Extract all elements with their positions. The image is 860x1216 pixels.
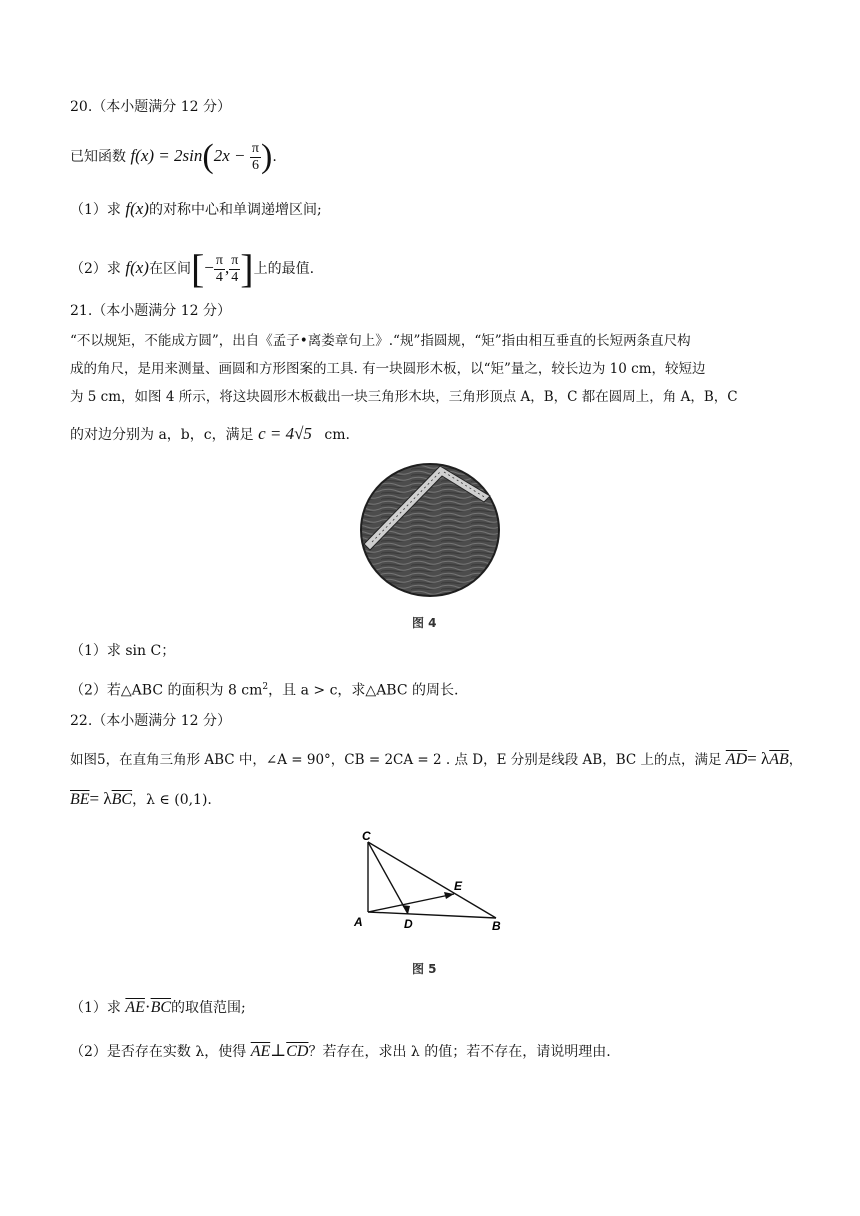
q20-stem <box>70 136 277 176</box>
q20-header: 20.（本小题满分 12 分） <box>70 99 231 115</box>
q20-p2-label: （2）求 <box>70 261 121 277</box>
label-E: E <box>454 879 463 893</box>
figure-5-triangle <box>350 828 510 938</box>
q20-fraction: $\frac{\pi}{6}$ <box>251 140 259 173</box>
q20-p2-fx: f(x) <box>125 258 149 277</box>
figure-4-caption: 图 4 <box>412 616 437 630</box>
q22-line1-text: 如图5，在直角三角形 ABC 中，∠A = 90°，CB = 2CA = 2 . 点 D，E 分别是线段 AB，BC 上的点，满足 <box>70 752 722 768</box>
vector-AE: $\overline{AE}$ <box>125 999 145 1016</box>
q20-part1 <box>70 198 322 221</box>
right-bracket: ] <box>240 246 254 291</box>
q20-function: f(x) = 2sin <box>130 146 203 165</box>
dot-product: · <box>144 997 151 1016</box>
label-A: A <box>354 915 363 929</box>
q20-p1-text: 的对称中心和单调递增区间; <box>148 202 322 218</box>
q22-line-2 <box>70 788 212 811</box>
figure-5-caption: 图 5 <box>412 962 437 976</box>
left-paren: ( <box>202 138 214 175</box>
label-C: C <box>362 829 371 843</box>
label-B: B <box>492 919 501 933</box>
vector-AD: $\overline{AD}$ <box>725 751 748 768</box>
q21-p2-text-end: ，且 a > c，求△ABC 的周长. <box>268 682 459 699</box>
comma: , <box>224 258 230 277</box>
q20-p1-label: （1）求 <box>70 202 121 218</box>
q21-line4-text: 的对边分别为 a，b，c，满足 <box>70 427 254 443</box>
q21-line-1: “不以规矩，不能成方圆”，出自《孟子•离娄章句上》.“规”指圆规，“矩”指由相互垂直的长短两条直尺构 <box>70 333 691 349</box>
eq-lambda-2: = λ <box>89 789 112 808</box>
q22-line2-text: ，λ ∈ (0,1). <box>132 792 212 808</box>
q20-p2-text: 上的最值. <box>253 261 315 277</box>
left-bracket: [ <box>190 246 205 291</box>
eq-lambda: = λ <box>747 749 770 768</box>
q22-p1-label: （1）求 <box>70 1000 121 1016</box>
q21-line-3: 为 5 cm，如图 4 所示，将这块圆形木板截出一块三角形木块，三角形顶点 A，B，C 都在圆周上，角 A，B，C <box>70 389 738 405</box>
q20-part2 <box>70 246 314 290</box>
q21-c-value: c = 4√5 <box>258 424 312 443</box>
q22-p1-text: 的取值范围; <box>171 1000 246 1016</box>
perp-symbol: ⊥ <box>270 1041 287 1060</box>
q22-p2-text: ？若存在，求出 λ 的值；若不存在，请说明理由. <box>308 1044 611 1060</box>
minus-sign: − <box>204 258 214 277</box>
vector-BC-2: $\overline{BC}$ <box>150 999 172 1016</box>
q21-unit: cm. <box>324 427 350 443</box>
segment-CD <box>368 842 408 914</box>
q20-p1-fx: f(x) <box>125 199 149 218</box>
q21-part2 <box>70 676 458 702</box>
q22-p2-label: （2）是否存在实数 λ，使得 <box>70 1044 247 1060</box>
side-AB <box>368 912 496 918</box>
q22-part1 <box>70 996 246 1019</box>
q20-inner: 2x − <box>213 146 246 165</box>
right-paren: ) <box>261 138 273 175</box>
vector-CD: $\overline{CD}$ <box>286 1043 309 1060</box>
arrow-E-icon <box>444 892 454 899</box>
q22-header: 22.（本小题满分 12 分） <box>70 713 231 729</box>
vector-AB: $\overline{AB}$ <box>769 751 789 768</box>
q20-frac-a: $\frac{\pi}{4}$ <box>215 252 223 285</box>
arrow-D-icon <box>402 905 410 914</box>
q21-line-4 <box>70 420 350 448</box>
q21-line-2: 成的角尺，是用来测量、画圆和方形图案的工具. 有一块圆形木板，以“矩”量之，较长边为 10 cm，较短边 <box>70 361 706 377</box>
q21-header: 21.（本小题满分 12 分） <box>70 303 231 319</box>
q20-p2-mid: 在区间 <box>148 261 191 277</box>
q21-part1: （1）求 sin C； <box>70 643 176 659</box>
q22-line-1 <box>70 748 802 771</box>
q21-p2-superscript: 2 <box>262 682 269 692</box>
vector-AE-2: $\overline{AE}$ <box>250 1043 271 1060</box>
q21-p2-text: （2）若△ABC 的面积为 8 cm <box>70 682 263 699</box>
q20-frac-b: $\frac{\pi}{4}$ <box>231 252 239 285</box>
q20-period: . <box>272 149 277 165</box>
vector-BE: $\overline{BE}$ <box>70 791 90 808</box>
label-D: D <box>404 917 413 931</box>
segment-AE <box>368 894 454 912</box>
side-CB <box>368 842 496 918</box>
q20-stem-text: 已知函数 <box>70 149 126 165</box>
q22-line1-end: ， <box>788 752 803 768</box>
figure-4-board-image <box>352 452 512 612</box>
vector-BC: $\overline{BC}$ <box>111 791 133 808</box>
q22-part2 <box>70 1040 611 1063</box>
